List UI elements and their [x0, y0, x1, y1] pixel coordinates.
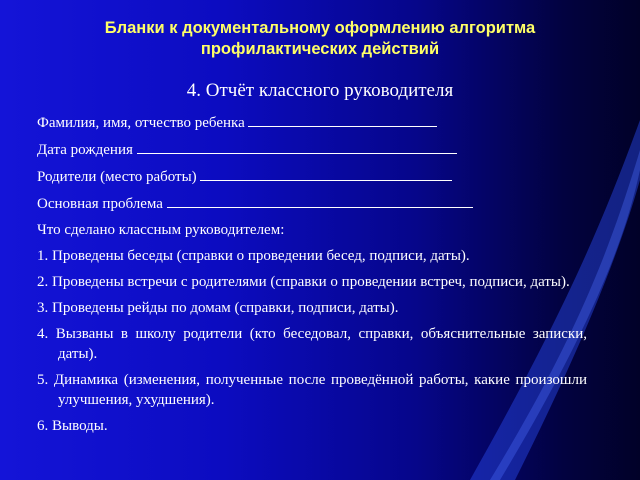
blank-line	[137, 139, 457, 154]
field-label: Дата рождения	[37, 142, 133, 158]
report-subtitle: 4. Отчёт классного руководителя	[186, 80, 454, 101]
actions-heading: Что сделано классным руководителем:	[37, 222, 285, 238]
form-field-birth-date	[37, 139, 587, 160]
report-form	[37, 112, 587, 442]
field-label: Основная проблема	[37, 196, 163, 212]
blank-line	[248, 112, 437, 127]
slide-title-line-1: Бланки к документальному оформлению алгоритма	[104, 19, 536, 37]
form-field-full-name	[37, 112, 587, 133]
list-item: 5. Динамика (изменения, полученные после проведённой работы, какие произошли улучшения, ухудшения).	[37, 372, 587, 408]
list-item: 6. Выводы.	[37, 418, 108, 434]
field-label: Родители (место работы)	[37, 169, 197, 185]
list-item: 1. Проведены беседы (справки о проведении бесед, подписи, даты).	[37, 248, 470, 264]
form-field-parents	[37, 166, 587, 187]
blank-line	[167, 193, 473, 208]
field-label: Фамилия, имя, отчество ребенка	[37, 115, 245, 131]
slide-title-line-2: профилактических действий	[200, 40, 440, 58]
list-item: 2. Проведены встречи с родителями (справки о проведении встреч, подписи, даты).	[37, 274, 570, 290]
blank-line	[200, 166, 452, 181]
list-item: 3. Проведены рейды по домам (справки, подписи, даты).	[37, 300, 399, 316]
slide-title	[40, 18, 600, 60]
form-field-main-problem	[37, 193, 587, 214]
list-item: 4. Вызваны в школу родители (кто беседовал, справки, объяснительные записки, даты).	[37, 326, 587, 362]
